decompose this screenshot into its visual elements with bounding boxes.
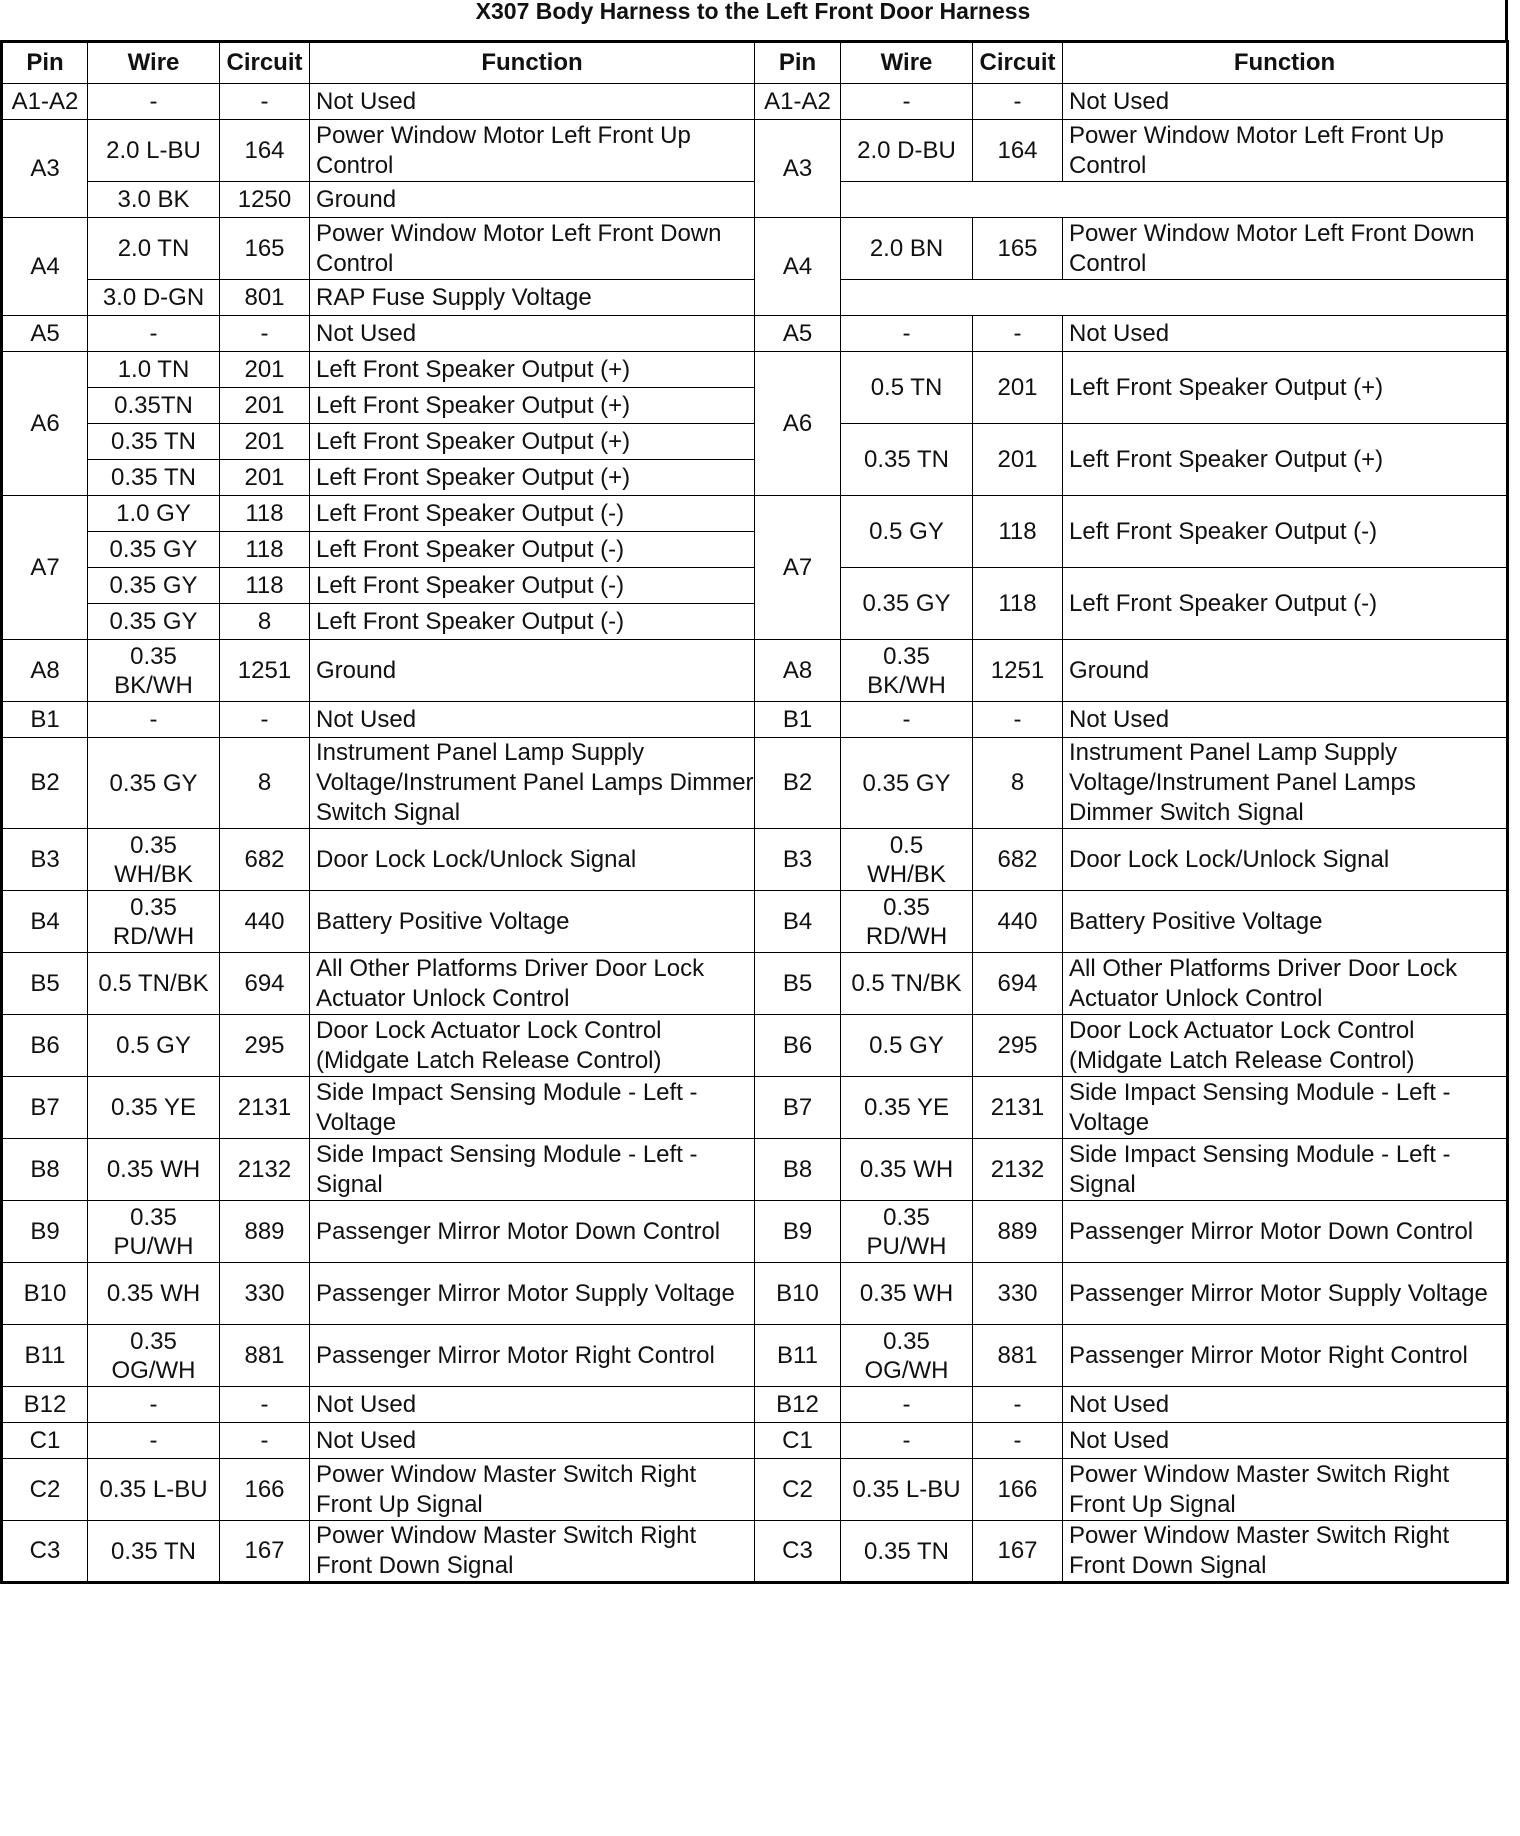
wire-cell: 0.35 WH/BK [88,829,220,891]
table-row [2,953,1508,1015]
wire-cell: 0.35 WH [841,1263,973,1325]
circuit-cell: 166 [973,1459,1063,1521]
wire-cell: 0.5 GY [88,1015,220,1077]
wire-cell: 0.35 GY [88,532,220,568]
circuit-cell: 2132 [220,1139,310,1201]
function-cell: Side Impact Sensing Module - Left - Voltage [310,1077,755,1139]
table-row [2,1139,1508,1201]
function-cell: Not Used [1063,316,1508,352]
function-cell: Not Used [1063,1387,1508,1423]
table-row [2,316,1508,352]
table-row [2,352,1508,388]
function-cell: Passenger Mirror Motor Right Control [1063,1325,1508,1387]
circuit-cell: 201 [220,424,310,460]
circuit-cell: 118 [220,568,310,604]
pin-cell: C3 [755,1521,841,1583]
circuit-cell: 164 [973,120,1063,182]
circuit-cell: 167 [973,1521,1063,1583]
pin-cell: B1 [2,702,88,738]
function-cell: Instrument Panel Lamp Supply Voltage/Instrument Panel Lamps Dimmer Switch Signal [310,738,755,829]
wire-cell: 0.35 GY [88,604,220,640]
circuit-cell: 8 [220,738,310,829]
header-pin-right: Pin [755,42,841,84]
function-cell: Not Used [310,702,755,738]
pin-cell: B11 [2,1325,88,1387]
circuit-cell: 1250 [220,182,310,218]
wire-cell: 2.0 BN [841,218,973,280]
function-cell: Left Front Speaker Output (+) [310,388,755,424]
function-cell: Power Window Motor Left Front Up Control [1063,120,1508,182]
wire-cell: 0.35 PU/WH [88,1201,220,1263]
function-cell: All Other Platforms Driver Door Lock Actuator Unlock Control [310,953,755,1015]
function-cell: Not Used [310,1387,755,1423]
wire-cell: 0.35 TN [841,1521,973,1583]
function-cell: Left Front Speaker Output (-) [1063,496,1508,568]
pin-cell: B7 [755,1077,841,1139]
circuit-cell: 118 [220,496,310,532]
table-row [2,1015,1508,1077]
wire-cell: 0.35 L-BU [841,1459,973,1521]
pin-cell: B12 [2,1387,88,1423]
pin-cell: C3 [2,1521,88,1583]
circuit-cell: 164 [220,120,310,182]
pin-cell: A4 [755,218,841,316]
wire-cell: 0.35 WH [88,1139,220,1201]
circuit-cell: 118 [973,568,1063,640]
circuit-cell: 881 [973,1325,1063,1387]
function-cell: Instrument Panel Lamp Supply Voltage/Instrument Panel Lamps Dimmer Switch Signal [1063,738,1508,829]
function-cell: Door Lock Lock/Unlock Signal [1063,829,1508,891]
header-function-left: Function [310,42,755,84]
function-cell: Left Front Speaker Output (-) [1063,568,1508,640]
pin-cell: A3 [755,120,841,218]
function-cell: Passenger Mirror Motor Supply Voltage [310,1263,755,1325]
function-cell: RAP Fuse Supply Voltage [310,280,755,316]
circuit-cell: 330 [973,1263,1063,1325]
header-pin-left: Pin [2,42,88,84]
function-cell: Power Window Master Switch Right Front Down Signal [1063,1521,1508,1583]
function-cell: Left Front Speaker Output (+) [1063,352,1508,424]
wire-cell: 0.5 TN/BK [841,953,973,1015]
wire-cell: - [88,1423,220,1459]
pin-cell: B2 [755,738,841,829]
pin-cell: B9 [2,1201,88,1263]
table-row [2,738,1508,829]
function-cell: Not Used [310,1423,755,1459]
pin-cell: C2 [2,1459,88,1521]
pin-cell: A4 [2,218,88,316]
circuit-cell: - [973,1423,1063,1459]
pin-cell: B8 [755,1139,841,1201]
function-cell: Left Front Speaker Output (+) [1063,424,1508,496]
circuit-cell: 8 [973,738,1063,829]
function-cell: Passenger Mirror Motor Supply Voltage [1063,1263,1508,1325]
circuit-cell: 295 [220,1015,310,1077]
table-row [2,1325,1508,1387]
wire-cell: 1.0 GY [88,496,220,532]
function-cell: Passenger Mirror Motor Down Control [310,1201,755,1263]
wire-cell: 0.35 WH [88,1263,220,1325]
function-cell: Not Used [1063,84,1508,120]
wire-cell: 0.5 WH/BK [841,829,973,891]
pin-cell: B5 [755,953,841,1015]
pin-cell: B12 [755,1387,841,1423]
pin-cell: B5 [2,953,88,1015]
wire-cell: 0.35 BK/WH [88,640,220,702]
wire-cell: 0.35 PU/WH [841,1201,973,1263]
pin-cell: B1 [755,702,841,738]
wire-cell: 0.35 TN [88,424,220,460]
pin-cell: B10 [755,1263,841,1325]
header-wire-right: Wire [841,42,973,84]
function-cell: Not Used [1063,702,1508,738]
pin-cell: A6 [755,352,841,496]
wire-cell: 0.35 TN [88,460,220,496]
wire-cell: 0.35TN [88,388,220,424]
circuit-cell: 165 [220,218,310,280]
wire-cell: 0.5 GY [841,496,973,568]
pin-cell: A5 [755,316,841,352]
table-row [2,120,1508,182]
circuit-cell: 165 [973,218,1063,280]
circuit-cell: - [220,1423,310,1459]
table-row [2,829,1508,891]
function-cell: Passenger Mirror Motor Right Control [310,1325,755,1387]
table-row [2,1387,1508,1423]
circuit-cell: 2131 [973,1077,1063,1139]
circuit-cell: - [973,84,1063,120]
circuit-cell: 440 [220,891,310,953]
circuit-cell: 2132 [973,1139,1063,1201]
circuit-cell: 201 [220,460,310,496]
table-row [2,1077,1508,1139]
table-row [2,496,1508,532]
table-row [2,640,1508,702]
header-row [2,42,1508,84]
function-cell: Left Front Speaker Output (+) [310,352,755,388]
function-cell: Not Used [310,316,755,352]
wire-cell: 3.0 D-GN [88,280,220,316]
circuit-cell: 201 [973,424,1063,496]
wire-cell: 0.5 TN [841,352,973,424]
function-cell: Power Window Motor Left Front Down Control [1063,218,1508,280]
pin-cell: B4 [2,891,88,953]
table-row [2,1459,1508,1521]
circuit-cell: 889 [220,1201,310,1263]
table-row [2,1201,1508,1263]
pin-cell: B7 [2,1077,88,1139]
function-cell: Passenger Mirror Motor Down Control [1063,1201,1508,1263]
pin-cell: A1-A2 [2,84,88,120]
wire-cell: 0.35 BK/WH [841,640,973,702]
function-cell: Ground [310,182,755,218]
pin-cell: B4 [755,891,841,953]
circuit-cell: 694 [973,953,1063,1015]
wire-cell: 0.35 GY [88,568,220,604]
circuit-cell: 330 [220,1263,310,1325]
circuit-cell: 201 [973,352,1063,424]
function-cell: Side Impact Sensing Module - Left - Signal [1063,1139,1508,1201]
wire-cell: 0.35 OG/WH [88,1325,220,1387]
table-row [2,218,1508,280]
pin-cell: A7 [2,496,88,640]
pin-cell: A1-A2 [755,84,841,120]
table-row [2,1521,1508,1583]
pinout-table [0,40,1509,1584]
table-row [2,702,1508,738]
circuit-cell: 889 [973,1201,1063,1263]
wire-cell: 2.0 D-BU [841,120,973,182]
wire-cell: - [841,702,973,738]
circuit-cell: - [220,702,310,738]
circuit-cell: - [220,84,310,120]
function-cell: Ground [1063,640,1508,702]
function-cell: Left Front Speaker Output (+) [310,460,755,496]
circuit-cell: 682 [973,829,1063,891]
function-cell: Left Front Speaker Output (-) [310,532,755,568]
function-cell: Left Front Speaker Output (-) [310,604,755,640]
pin-cell: A7 [755,496,841,640]
function-cell: Side Impact Sensing Module - Left - Signal [310,1139,755,1201]
wire-cell: 0.35 TN [88,1521,220,1583]
table-row [2,1263,1508,1325]
wire-cell: 0.35 RD/WH [841,891,973,953]
circuit-cell: 1251 [973,640,1063,702]
circuit-cell: 881 [220,1325,310,1387]
pin-cell: B6 [2,1015,88,1077]
pin-cell: B11 [755,1325,841,1387]
header-wire-left: Wire [88,42,220,84]
function-cell: All Other Platforms Driver Door Lock Actuator Unlock Control [1063,953,1508,1015]
wire-cell: - [841,1387,973,1423]
pin-cell: A3 [2,120,88,218]
pin-cell: C1 [755,1423,841,1459]
header-circuit-right: Circuit [973,42,1063,84]
function-cell: Power Window Motor Left Front Down Control [310,218,755,280]
circuit-cell: - [973,702,1063,738]
circuit-cell: 167 [220,1521,310,1583]
circuit-cell: - [973,316,1063,352]
wire-cell: 0.5 TN/BK [88,953,220,1015]
function-cell: Power Window Master Switch Right Front Down Signal [310,1521,755,1583]
circuit-cell: - [973,1387,1063,1423]
circuit-cell: 1251 [220,640,310,702]
pin-cell: A8 [755,640,841,702]
page-title: X307 Body Harness to the Left Front Door Harness [475,0,1031,24]
pin-cell: B9 [755,1201,841,1263]
circuit-cell: - [220,316,310,352]
circuit-cell: 2131 [220,1077,310,1139]
wire-cell: 0.35 YE [841,1077,973,1139]
wire-cell: 0.35 WH [841,1139,973,1201]
header-function-right: Function [1063,42,1508,84]
wire-cell: - [88,84,220,120]
wire-cell: - [88,316,220,352]
function-cell: Side Impact Sensing Module - Left - Voltage [1063,1077,1508,1139]
wire-cell: - [841,84,973,120]
pin-cell: A5 [2,316,88,352]
circuit-cell: 801 [220,280,310,316]
table-row [2,1423,1508,1459]
function-cell: Not Used [310,84,755,120]
wire-cell: - [88,1387,220,1423]
wire-cell: 0.35 TN [841,424,973,496]
pin-cell: B8 [2,1139,88,1201]
wire-cell: 3.0 BK [88,182,220,218]
wire-cell: 0.35 RD/WH [88,891,220,953]
circuit-cell: 118 [973,496,1063,568]
wire-cell: 1.0 TN [88,352,220,388]
function-cell: Power Window Master Switch Right Front Up Signal [310,1459,755,1521]
wire-cell: - [841,1423,973,1459]
circuit-cell: 440 [973,891,1063,953]
pin-cell: B3 [2,829,88,891]
table-row [2,84,1508,120]
wire-cell: 0.5 GY [841,1015,973,1077]
circuit-cell: 201 [220,352,310,388]
circuit-cell: 166 [220,1459,310,1521]
circuit-cell: 682 [220,829,310,891]
pin-cell: A6 [2,352,88,496]
function-cell: Door Lock Lock/Unlock Signal [310,829,755,891]
pin-cell: B3 [755,829,841,891]
wire-cell: 2.0 TN [88,218,220,280]
circuit-cell: 201 [220,388,310,424]
circuit-cell: 694 [220,953,310,1015]
header-circuit-left: Circuit [220,42,310,84]
pin-cell: B6 [755,1015,841,1077]
page-edge [1505,0,1508,40]
function-cell: Ground [310,640,755,702]
table-row [2,891,1508,953]
wire-cell: 2.0 L-BU [88,120,220,182]
wire-cell: 0.35 GY [841,568,973,640]
pin-cell: B2 [2,738,88,829]
function-cell: Left Front Speaker Output (-) [310,568,755,604]
wire-cell: 0.35 L-BU [88,1459,220,1521]
wire-cell: - [841,316,973,352]
wire-cell: 0.35 GY [88,738,220,829]
function-cell: Power Window Master Switch Right Front Up Signal [1063,1459,1508,1521]
function-cell: Left Front Speaker Output (+) [310,424,755,460]
wire-cell: 0.35 GY [841,738,973,829]
function-cell: Door Lock Actuator Lock Control (Midgate Latch Release Control) [310,1015,755,1077]
pin-cell: C2 [755,1459,841,1521]
circuit-cell: 118 [220,532,310,568]
circuit-cell: 295 [973,1015,1063,1077]
function-cell: Battery Positive Voltage [1063,891,1508,953]
function-cell: Door Lock Actuator Lock Control (Midgate Latch Release Control) [1063,1015,1508,1077]
circuit-cell: - [220,1387,310,1423]
pin-cell: C1 [2,1423,88,1459]
function-cell: Left Front Speaker Output (-) [310,496,755,532]
wire-cell: 0.35 OG/WH [841,1325,973,1387]
pin-cell: A8 [2,640,88,702]
function-cell: Power Window Motor Left Front Up Control [310,120,755,182]
circuit-cell: 8 [220,604,310,640]
wire-cell: - [88,702,220,738]
function-cell: Battery Positive Voltage [310,891,755,953]
pin-cell: B10 [2,1263,88,1325]
wire-cell: 0.35 YE [88,1077,220,1139]
function-cell: Not Used [1063,1423,1508,1459]
